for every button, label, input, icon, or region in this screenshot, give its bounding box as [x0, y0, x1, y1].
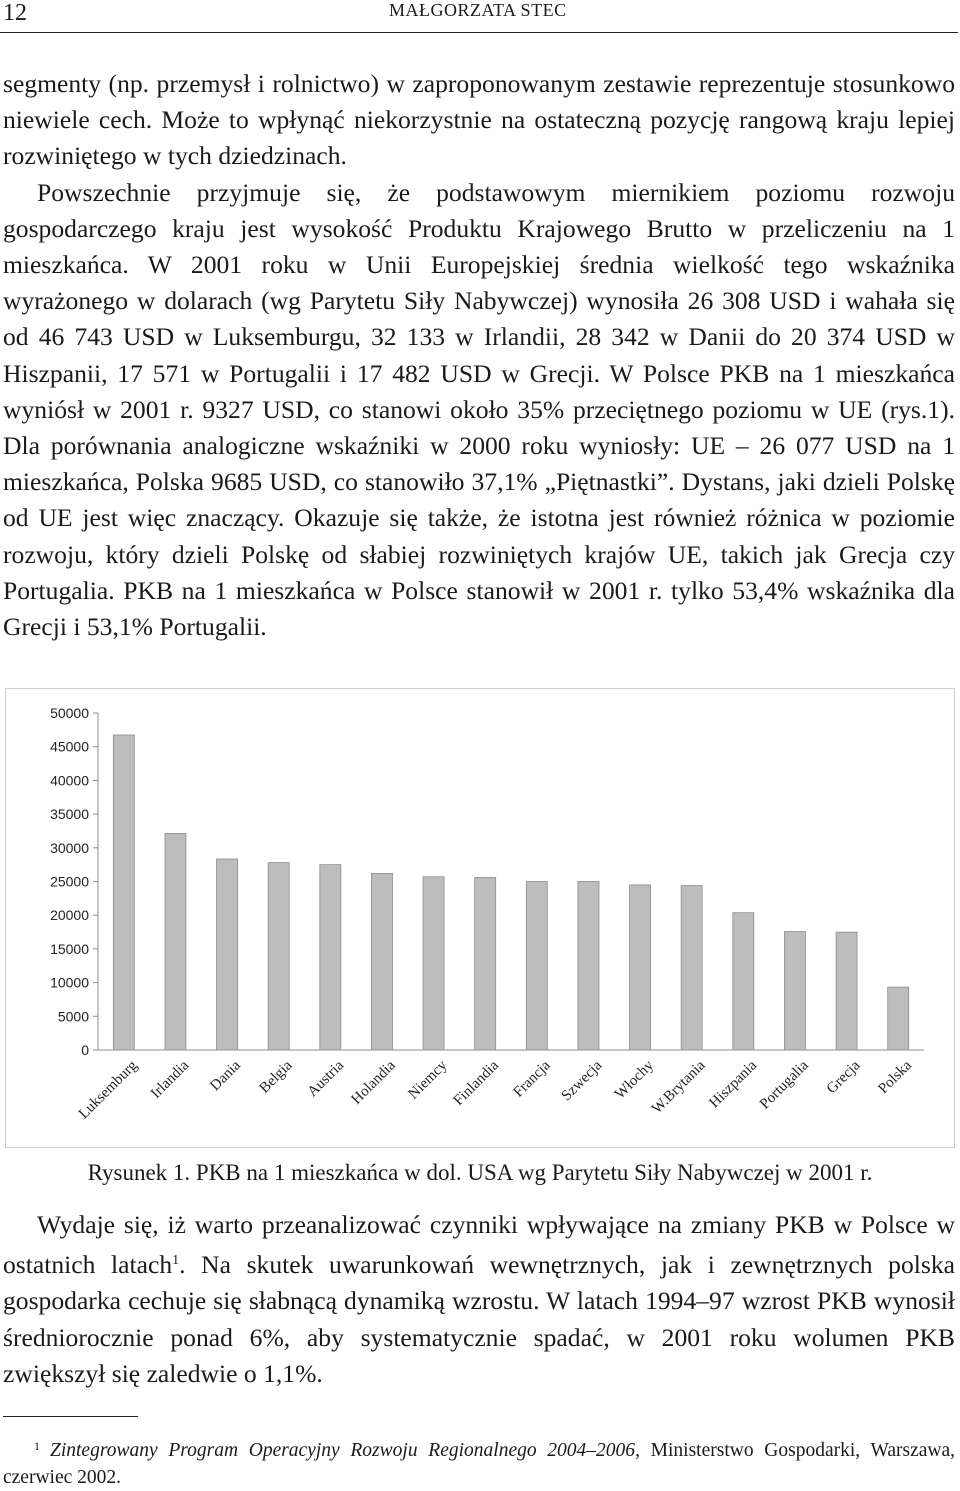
- y-tick-label: 30000: [50, 839, 89, 856]
- bar: [113, 735, 134, 1050]
- main-text-continued: [3, 1207, 955, 1392]
- bar: [526, 882, 547, 1051]
- bar: [165, 833, 186, 1050]
- bar: [578, 882, 599, 1051]
- footnote-title: Zintegrowany Program Operacyjny Rozwoju Regionalnego 2004–2006: [50, 1440, 636, 1461]
- x-tick-label: Holandia: [348, 1057, 399, 1108]
- x-tick-label: Portugalia: [756, 1057, 812, 1113]
- x-tick-label: Finlandia: [450, 1057, 503, 1109]
- y-tick-label: 45000: [50, 738, 89, 755]
- y-tick-label: 20000: [50, 907, 89, 924]
- y-tick-label: 25000: [50, 873, 89, 890]
- y-tick-label: 35000: [50, 806, 89, 823]
- bar: [888, 987, 909, 1050]
- bar: [217, 859, 238, 1050]
- footnote-mark: 1: [34, 1439, 40, 1453]
- bar-chart-figure: [5, 688, 955, 1148]
- y-tick-label: 15000: [50, 940, 89, 957]
- bar-chart: [6, 689, 954, 1147]
- bar: [836, 932, 857, 1050]
- main-text: [3, 66, 955, 645]
- footnote: [3, 1433, 955, 1491]
- bar: [268, 863, 289, 1050]
- x-tick-label: Polska: [875, 1057, 916, 1098]
- bar: [681, 886, 702, 1050]
- footnote-reference: 1: [172, 1253, 180, 1269]
- y-tick-label: 40000: [50, 772, 89, 789]
- figure-caption: Rysunek 1. PKB na 1 mieszkańca w dol. USA wg Parytetu Siły Nabywczej w 2001 r.: [87, 1160, 873, 1185]
- bar: [320, 865, 341, 1050]
- x-tick-label: Austria: [304, 1057, 348, 1101]
- x-tick-label: Dania: [207, 1057, 244, 1095]
- y-tick-label: 50000: [50, 705, 89, 721]
- x-tick-label: Niemcy: [405, 1057, 451, 1103]
- x-tick-label: Belgia: [256, 1057, 296, 1097]
- page-header: [0, 0, 958, 33]
- bar: [371, 873, 392, 1050]
- bar: [630, 885, 651, 1050]
- x-tick-label: W.Brytania: [648, 1057, 709, 1118]
- paragraph-3-text: Wydaje się, iż warto przeanalizować czynniki wpływające na zmiany PKB w Polsce w ostatnich latach: [3, 1210, 955, 1280]
- y-tick-label: 0: [81, 1042, 89, 1058]
- paragraph-3-text-continued: . Na skutek uwarunkowań wewnętrznych, jak i zewnętrznych polska gospodarka cechuje się słabnącą dynamiką wzrostu. W latach 1994–97 wzrost PKB wynosił średniorocznie ponad 6%, aby systematycznie spadać, w 2001 roku wolumen PKB zwiększył się zaledwie o 1,1%.: [3, 1250, 955, 1388]
- paragraph-3: [3, 1207, 955, 1392]
- bar: [784, 932, 805, 1050]
- bar: [423, 877, 444, 1050]
- paragraph-2: Powszechnie przyjmuje się, że podstawowym miernikiem poziomu rozwoju gospodarczego kraju jest wysokość Produktu Krajowego Brutto w przeliczeniu na 1 mieszkańca. W 2001 roku w Unii Europejskiej średnia wielkość tego wskaźnika wyrażonego w dolarach (wg Parytetu Siły Nabywczej) wynosiła 26 308 USD i wahała się od 46 743 USD w Luksemburgu, 32 133 w Irlandii, 28 342 w Danii do 20 374 USD w Hiszpanii, 17 571 w Portugalii i 17 482 USD w Grecji. W Polsce PKB na 1 mieszkańca wyniósł w 2001 r. 9327 USD, co stanowi około 35% przeciętnego poziomu w UE (rys.1). Dla porównania analogiczne wskaźniki w 2000 roku wyniosły: UE – 26 077 USD na 1 mieszkańca, Polska 9685 USD, co stanowiło 37,1% „Piętnastki”. Dystans, jaki dzieli Polskę od UE jest więc znaczący. Okazuje się także, że istotna jest również różnica w poziomie rozwoju, który dzieli Polskę od słabiej rozwiniętych krajów UE, takich jak Grecja czy Portugalia. PKB na 1 mieszkańca w Polsce stanowił w 2001 r. tylko 53,4% wskaźnika dla Grecji i 53,1% Portugalii.: [3, 177, 955, 642]
- x-tick-label: Szwecja: [558, 1057, 606, 1105]
- x-tick-label: Grecja: [823, 1057, 864, 1098]
- bar: [475, 877, 496, 1050]
- x-tick-label: Włochy: [612, 1057, 657, 1103]
- page-number: 12: [3, 0, 27, 26]
- paragraph-1: segmenty (np. przemysł i rolnictwo) w zaproponowanym zestawie reprezentuje stosunkowo niewiele cech. Może to wpłynąć niekorzystnie na ostateczną pozycję rangową kraju lepiej rozwiniętego w tych dziedzinach.: [3, 69, 955, 171]
- x-tick-label: Hiszpania: [706, 1057, 761, 1112]
- running-head: MAŁGORZATA STEC: [389, 0, 567, 20]
- x-tick-label: Irlandia: [147, 1057, 193, 1102]
- footnote-rule: [3, 1416, 138, 1417]
- x-tick-label: Francja: [510, 1057, 554, 1101]
- x-tick-label: Luksemburg: [75, 1057, 141, 1123]
- footnote-source: , Ministerstwo Gospodarki, Warszawa, czerwiec 2002.: [3, 1440, 956, 1488]
- bar: [733, 913, 754, 1050]
- y-tick-label: 10000: [50, 974, 89, 991]
- y-tick-label: 5000: [57, 1008, 89, 1025]
